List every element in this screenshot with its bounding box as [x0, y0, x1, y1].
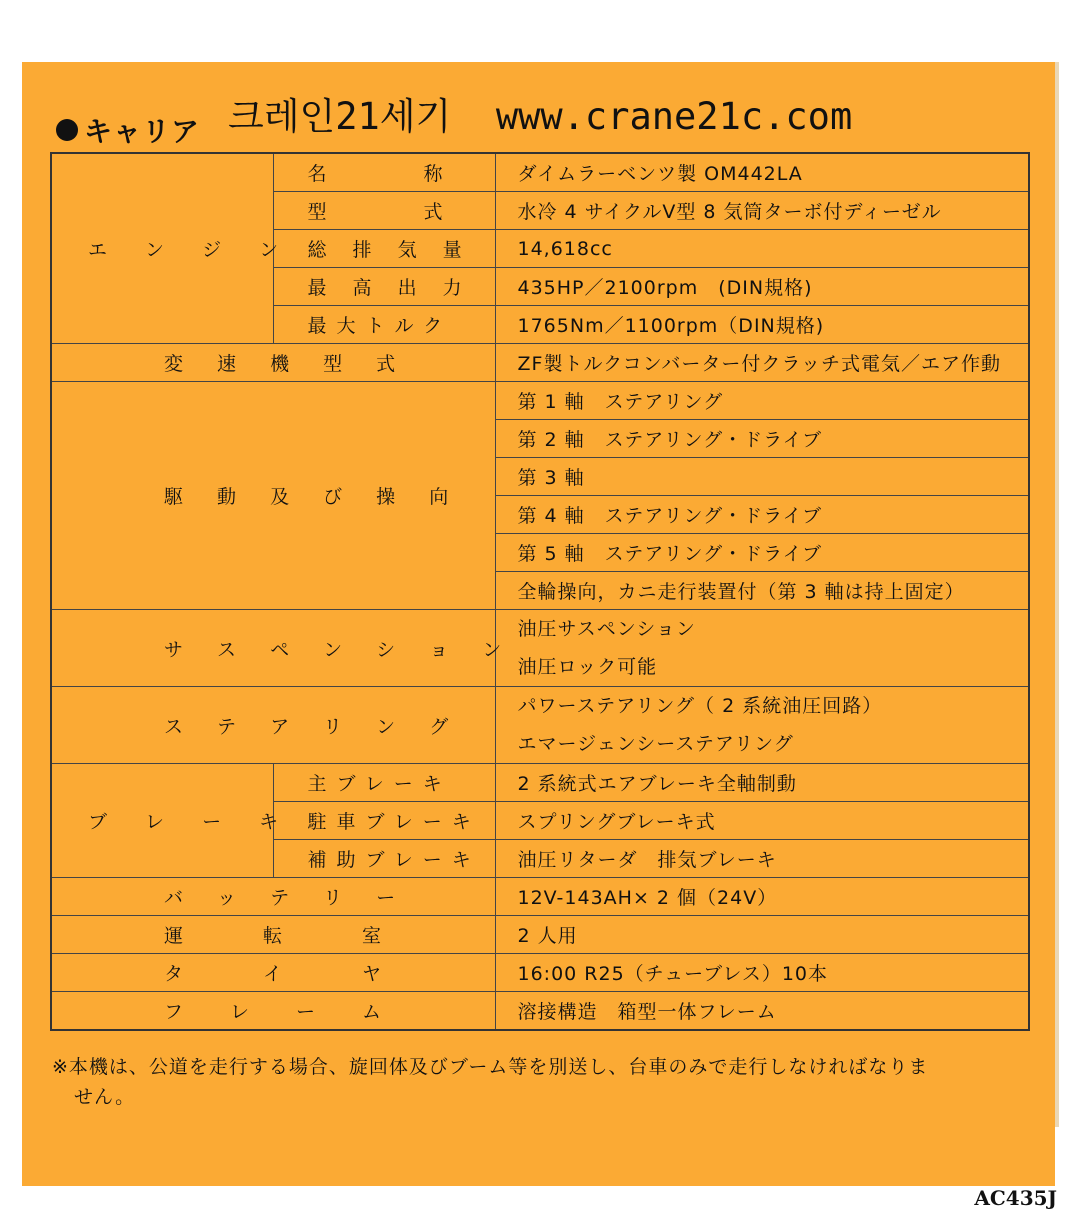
- drive-label: 駆 動 及 び 操 向: [51, 382, 495, 610]
- battery-value: 12V-143AH× 2 個（24V）: [495, 878, 1029, 916]
- table-row: [51, 992, 1029, 1031]
- bullet-icon: [56, 119, 78, 141]
- max-torque-label: 最大トルク: [273, 306, 495, 344]
- transmission-value: ZF製トルクコンバーター付クラッチ式電気／エア作動: [495, 344, 1029, 382]
- table-row: [51, 954, 1029, 992]
- carrier-spec-table: [50, 152, 1030, 1031]
- footnote: [52, 1052, 1032, 1112]
- axle-4-value: 第 4 軸 ステアリング・ドライブ: [495, 496, 1029, 534]
- displacement-label: 総 排 気 量: [273, 230, 495, 268]
- suspension-value: [495, 610, 1029, 687]
- sheet-edge: [1055, 62, 1059, 1127]
- table-row: [51, 610, 1029, 687]
- frame-label: フ レ ー ム: [51, 992, 495, 1031]
- brake-group-label: ブ レ ー キ: [51, 764, 273, 878]
- table-row: [51, 344, 1029, 382]
- footnote-line-1: ※本機は、公道を走行する場合、旋回体及びブーム等を別送し、台車のみで走行しなければなりま: [52, 1056, 929, 1078]
- website-watermark: 크레인21세기 www.crane21c.com: [228, 95, 853, 138]
- cab-value: 2 人用: [495, 916, 1029, 954]
- section-title: [56, 110, 200, 150]
- table-row: [51, 916, 1029, 954]
- parking-brake-label: 駐車ブレーキ: [273, 802, 495, 840]
- frame-value: 溶接構造 箱型一体フレーム: [495, 992, 1029, 1031]
- table-row: [51, 878, 1029, 916]
- engine-name-label: 名 称: [273, 153, 495, 192]
- battery-label: バ ッ テ リ ー: [51, 878, 495, 916]
- main-brake-value: 2 系統式エアブレーキ全軸制動: [495, 764, 1029, 802]
- engine-type-label: 型 式: [273, 192, 495, 230]
- steering-label: ス テ ア リ ン グ: [51, 687, 495, 764]
- max-torque-value: 1765Nm／1100rpm（DIN規格): [495, 306, 1029, 344]
- axle-3-value: 第 3 軸: [495, 458, 1029, 496]
- suspension-label: サ ス ペ ン シ ョ ン: [51, 610, 495, 687]
- main-brake-label: 主ブレーキ: [273, 764, 495, 802]
- engine-name-value: ダイムラーベンツ製 OM442LA: [495, 153, 1029, 192]
- footnote-line-2: せん。: [74, 1086, 136, 1108]
- table-row: [51, 382, 1029, 420]
- table-row: [51, 153, 1029, 192]
- engine-type-value: 水冷 4 サイクルV型 8 気筒ターボ付ディーゼル: [495, 192, 1029, 230]
- tire-value: 16:00 R25（チューブレス）10本: [495, 954, 1029, 992]
- steering-line-1: パワーステアリング（ 2 系統油圧回路）: [517, 695, 883, 717]
- steering-line-2: エマージェンシーステアリング: [517, 733, 794, 755]
- steering-value: [495, 687, 1029, 764]
- auxiliary-brake-label: 補助ブレーキ: [273, 840, 495, 878]
- engine-group-label: エ ン ジ ン: [51, 153, 273, 344]
- document-code: AC435J: [974, 1186, 1057, 1210]
- max-output-label: 最 高 出 力: [273, 268, 495, 306]
- displacement-value: 14,618cc: [495, 230, 1029, 268]
- table-row: [51, 687, 1029, 764]
- all-wheel-steering-value: 全輪操向，カニ走行装置付（第 3 軸は持上固定）: [495, 572, 1029, 610]
- auxiliary-brake-value: 油圧リターダ 排気ブレーキ: [495, 840, 1029, 878]
- axle-1-value: 第 1 軸 ステアリング: [495, 382, 1029, 420]
- cab-label: 運 転 室: [51, 916, 495, 954]
- transmission-label: 変 速 機 型 式: [51, 344, 495, 382]
- axle-5-value: 第 5 軸 ステアリング・ドライブ: [495, 534, 1029, 572]
- axle-2-value: 第 2 軸 ステアリング・ドライブ: [495, 420, 1029, 458]
- parking-brake-value: スプリングブレーキ式: [495, 802, 1029, 840]
- suspension-line-1: 油圧サスペンション: [517, 618, 696, 640]
- tire-label: タ イ ヤ: [51, 954, 495, 992]
- suspension-line-2: 油圧ロック可能: [517, 656, 658, 678]
- max-output-value: 435HP／2100rpm (DIN規格): [495, 268, 1029, 306]
- section-title-text: キャリア: [84, 115, 201, 148]
- table-row: [51, 764, 1029, 802]
